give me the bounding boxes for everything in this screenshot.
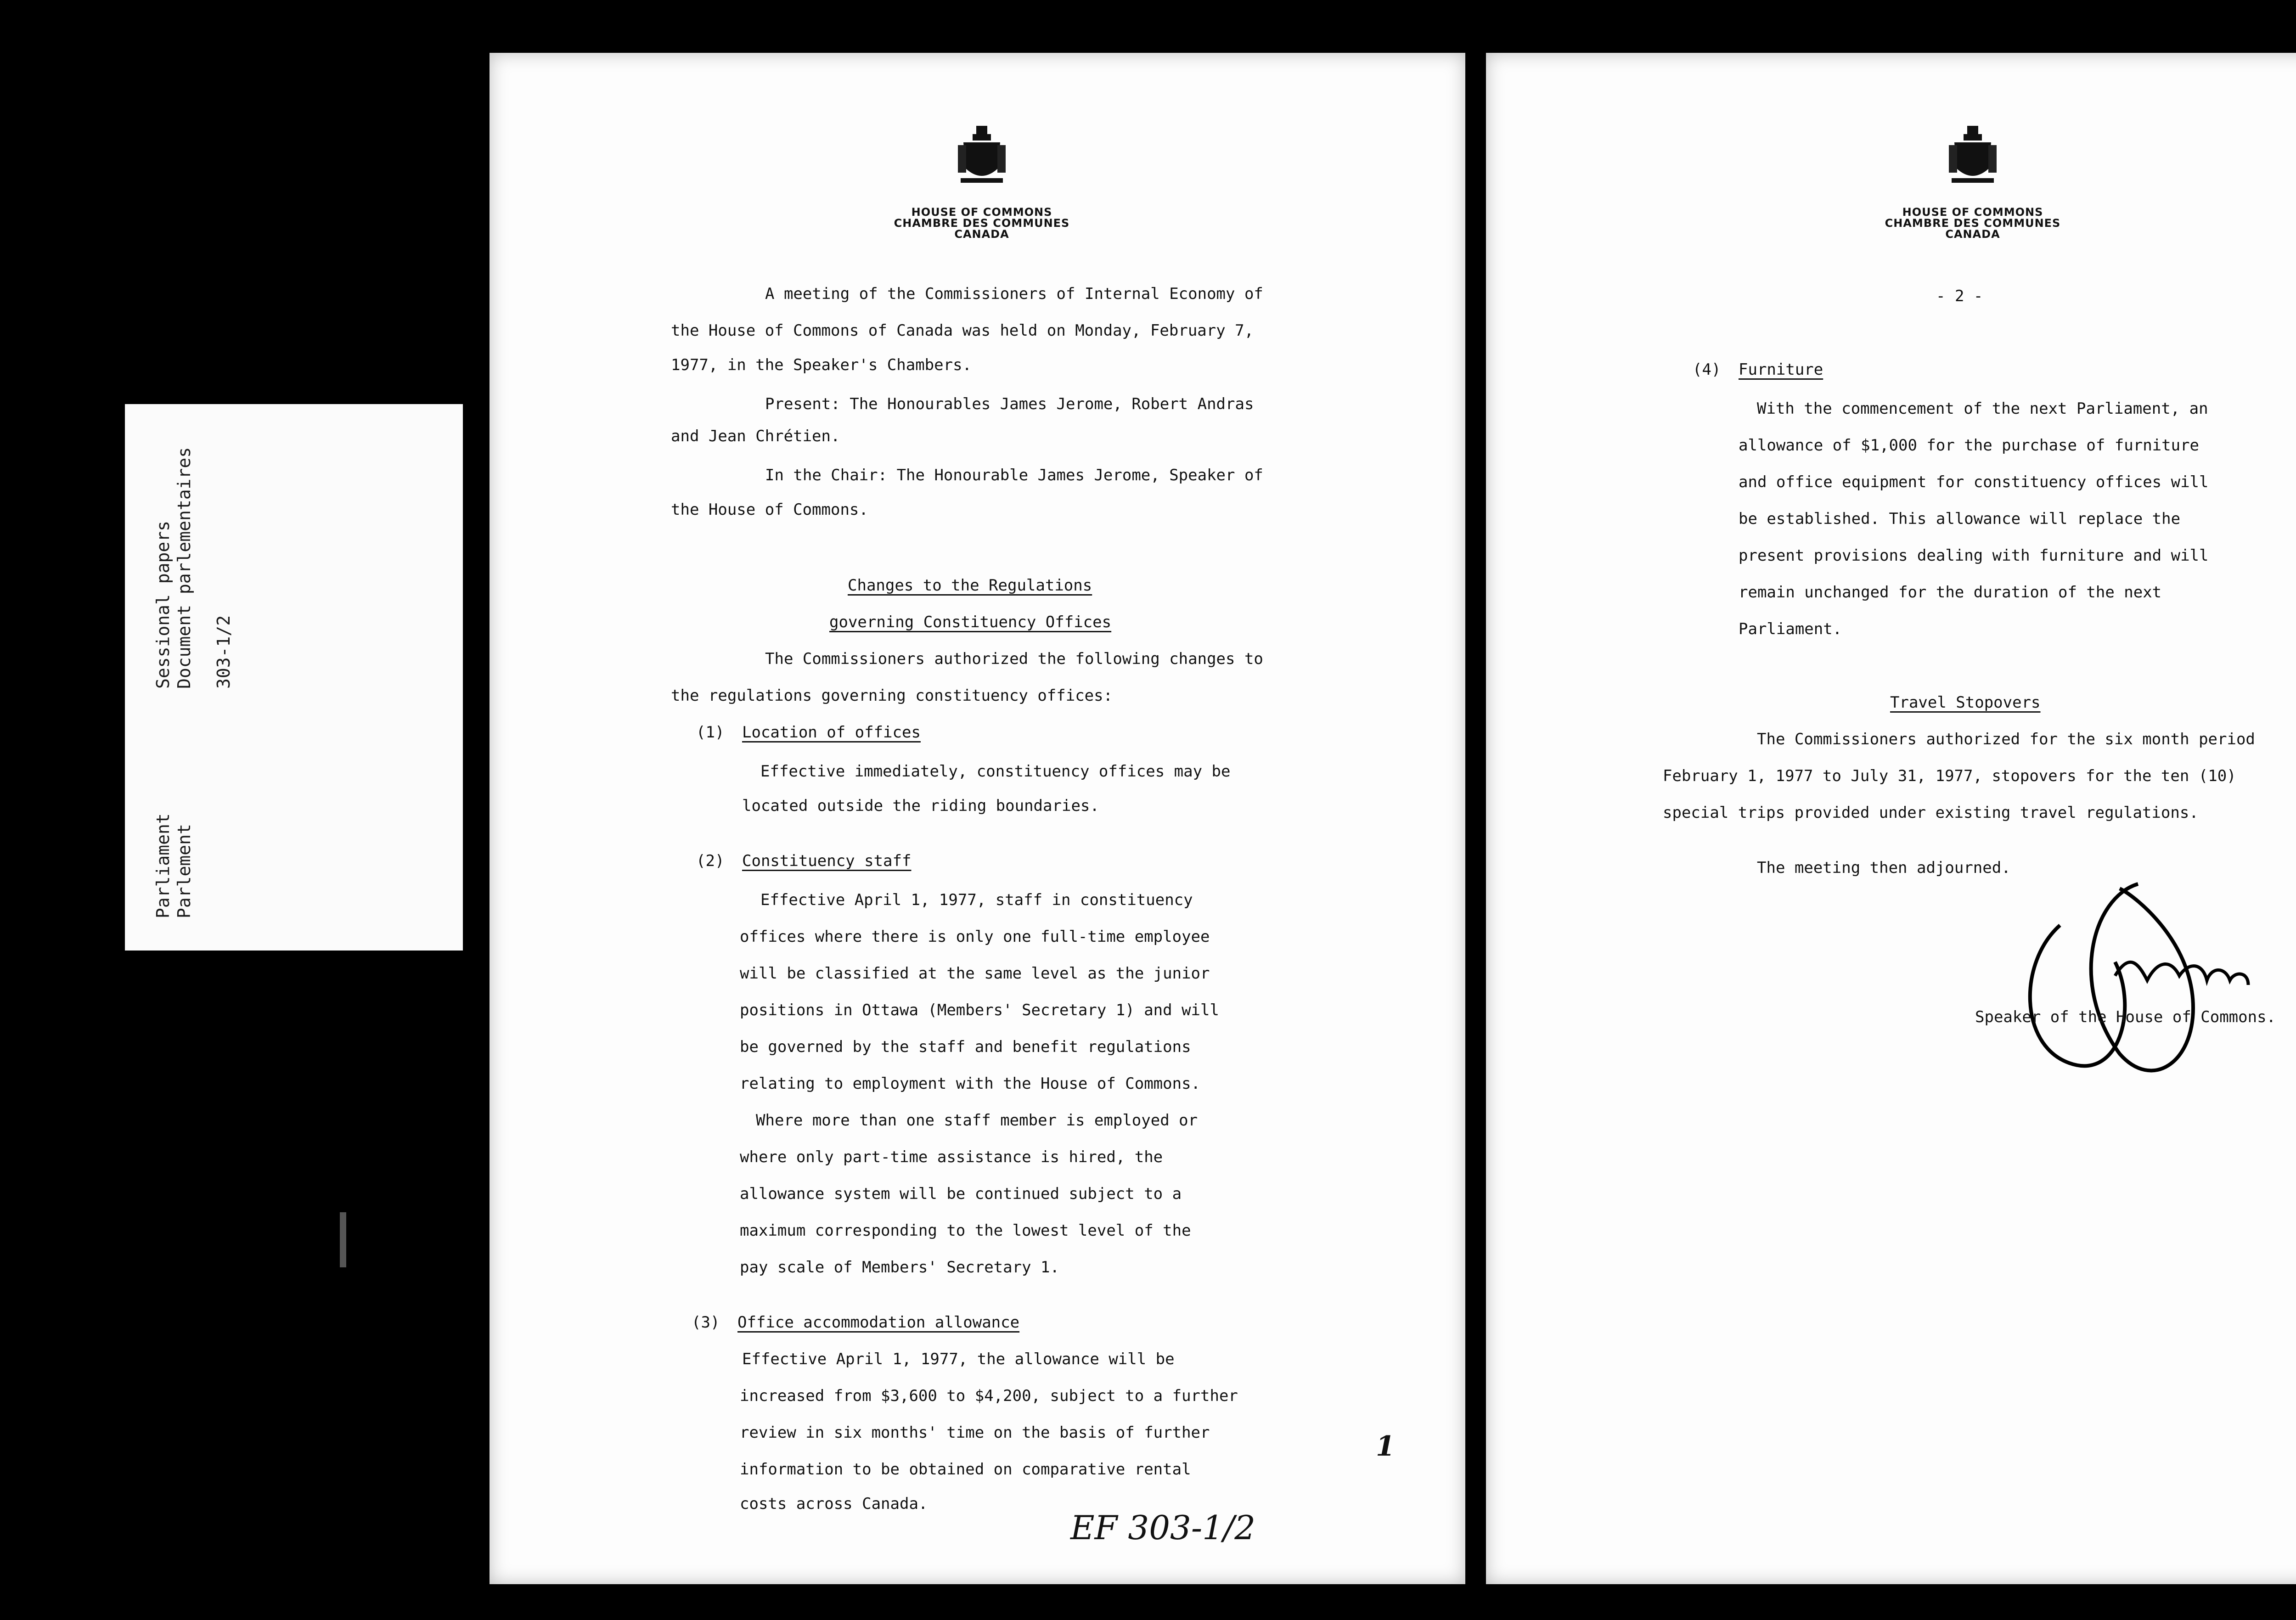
- intro-line: the House of Commons of Canada was held on Monday, February 7,: [671, 321, 1254, 340]
- item-number: (2): [696, 852, 725, 870]
- item-line: Effective April 1, 1977, staff in constituency: [760, 891, 1193, 909]
- archive-card: [125, 404, 463, 951]
- present-line: Present: The Honourables James Jerome, Robert Andras: [765, 395, 1254, 413]
- letterhead: [884, 207, 1079, 240]
- card-text: Document parlementaires: [174, 447, 194, 689]
- section-heading: Changes to the Regulations: [848, 576, 1092, 595]
- card-text: 303-1/2: [214, 615, 234, 689]
- travel-line: February 1, 1977 to July 31, 1977, stopovers for the ten (10): [1663, 767, 2236, 785]
- item-line: be governed by the staff and benefit regulations: [740, 1038, 1191, 1056]
- item-number: (3): [692, 1313, 720, 1332]
- item-number: (4): [1693, 360, 1721, 379]
- item-line: Parliament.: [1739, 620, 1842, 638]
- signature-image: [2000, 870, 2294, 1095]
- intro-line: A meeting of the Commissioners of Internal Economy of: [765, 285, 1263, 303]
- item-line: will be classified at the same level as the junior: [740, 964, 1210, 983]
- chair-line: the House of Commons.: [671, 501, 868, 519]
- card-text: Sessional papers: [153, 520, 173, 689]
- intro-line: 1977, in the Speaker's Chambers.: [671, 356, 972, 374]
- letterhead-line: CANADA: [1945, 228, 2000, 241]
- item-line: pay scale of Members' Secretary 1.: [740, 1258, 1059, 1277]
- item-line: located outside the riding boundaries.: [742, 797, 1099, 815]
- authorized-line: The Commissioners authorized the following changes to: [765, 650, 1263, 668]
- letterhead-line: CANADA: [954, 228, 1009, 241]
- letterhead-line: HOUSE OF COMMONS: [911, 206, 1052, 219]
- scan-artifact: [340, 1212, 346, 1267]
- item-line: be established. This allowance will replace the: [1739, 510, 2181, 528]
- adjourned-line: The meeting then adjourned.: [1757, 859, 2011, 877]
- item-title: Office accommodation allowance: [737, 1313, 1020, 1332]
- item-line: With the commencement of the next Parliament, an: [1757, 399, 2208, 418]
- document-page-2: [1486, 53, 2296, 1584]
- item-title: Furniture: [1739, 360, 1823, 379]
- coat-of-arms-icon: [1945, 124, 2000, 188]
- chair-line: In the Chair: The Honourable James Jerome, Speaker of: [765, 466, 1263, 484]
- letterhead-line: CHAMBRE DES COMMUNES: [894, 217, 1070, 230]
- card-text: Parliament: [153, 813, 173, 918]
- travel-line: special trips provided under existing travel regulations.: [1663, 804, 2199, 822]
- letterhead: [1875, 207, 2070, 240]
- card-column-parliament: [152, 813, 195, 918]
- item-line: present provisions dealing with furniture and will: [1739, 546, 2209, 565]
- item-line: Where more than one staff member is employed or: [756, 1111, 1198, 1130]
- section-heading: Travel Stopovers: [1890, 693, 2041, 712]
- item-line: and office equipment for constituency offices will: [1739, 473, 2209, 491]
- item-line: increased from $3,600 to $4,200, subject to a further: [740, 1387, 1238, 1405]
- item-line: offices where there is only one full-time employee: [740, 928, 1210, 946]
- item-line: allowance of $1,000 for the purchase of furniture: [1739, 436, 2200, 455]
- authorized-line: the regulations governing constituency offices:: [671, 686, 1113, 705]
- item-line: relating to employment with the House of Commons.: [740, 1074, 1201, 1093]
- item-line: where only part-time assistance is hired, the: [740, 1148, 1163, 1166]
- item-line: information to be obtained on comparative rental: [740, 1460, 1191, 1479]
- item-line: remain unchanged for the duration of the next: [1739, 583, 2162, 602]
- card-text: Parlement: [174, 824, 194, 918]
- page-number: 1: [1376, 1430, 1395, 1462]
- item-title: Location of offices: [742, 723, 921, 742]
- item-line: Effective immediately, constituency offices may be: [760, 762, 1231, 781]
- item-line: Effective April 1, 1977, the allowance will be: [742, 1350, 1175, 1368]
- signature-caption: Speaker of the House of Commons.: [1975, 1008, 2276, 1026]
- card-column-sessional: [152, 447, 234, 689]
- page-header-number: - 2 -: [1936, 287, 1983, 305]
- coat-of-arms-icon: [954, 124, 1009, 188]
- handwritten-reference: EF 303-1/2: [1070, 1508, 1256, 1547]
- present-line: and Jean Chrétien.: [671, 427, 840, 445]
- item-line: positions in Ottawa (Members' Secretary 1) and will: [740, 1001, 1219, 1019]
- letterhead-line: HOUSE OF COMMONS: [1902, 206, 2043, 219]
- item-line: costs across Canada.: [740, 1495, 928, 1513]
- section-heading: governing Constituency Offices: [829, 613, 1112, 631]
- item-line: allowance system will be continued subject to a: [740, 1185, 1182, 1203]
- item-number: (1): [696, 723, 725, 742]
- travel-line: The Commissioners authorized for the six month period: [1757, 730, 2255, 748]
- item-title: Constituency staff: [742, 852, 912, 870]
- item-line: maximum corresponding to the lowest level of the: [740, 1221, 1191, 1240]
- document-page-1: [490, 53, 1465, 1584]
- letterhead-line: CHAMBRE DES COMMUNES: [1885, 217, 2061, 230]
- item-line: review in six months' time on the basis of further: [740, 1423, 1210, 1442]
